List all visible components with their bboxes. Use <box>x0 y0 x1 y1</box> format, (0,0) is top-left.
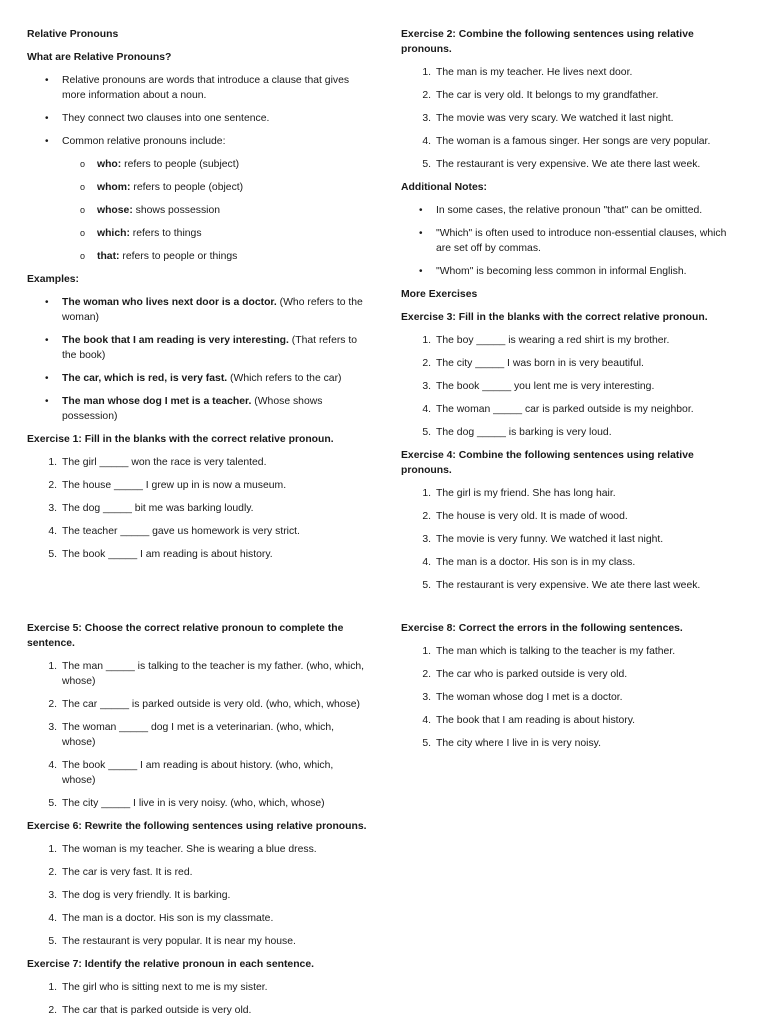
item-text: The man is a doctor. His son is my classmate. <box>62 913 274 924</box>
pronoun-term: who: <box>97 159 122 170</box>
item-text: The book _____ I am reading is about history. <box>62 549 273 560</box>
item-number: 2. <box>48 1005 57 1016</box>
exercise-item <box>27 524 367 539</box>
pronoun-item <box>27 226 367 241</box>
what-heading: What are Relative Pronouns? <box>27 52 172 63</box>
item-number: 2. <box>48 867 57 878</box>
example-item <box>27 295 367 325</box>
exercise-item <box>27 478 367 493</box>
note-text: "Which" is often used to introduce non-essential clauses, which are set off by commas. <box>436 228 727 254</box>
exercise-4-heading: Exercise 4: Combine the following sentences using relative pronouns. <box>401 450 694 476</box>
exercise-item <box>401 333 741 348</box>
exercise-item <box>27 796 367 811</box>
item-number: 2. <box>422 669 431 680</box>
example-sentence: The car, which is red, is very fast. <box>62 373 228 384</box>
pronoun-term: that: <box>97 251 120 262</box>
item-text: The city _____ I live in is very noisy. (who, which, whose) <box>62 798 325 809</box>
note-text: In some cases, the relative pronoun "that" can be omitted. <box>436 205 703 216</box>
item-number: 3. <box>48 722 57 733</box>
item-text: The woman whose dog I met is a doctor. <box>436 692 623 703</box>
exercise-item <box>27 934 367 949</box>
item-number: 4. <box>48 913 57 924</box>
exercise-item <box>401 509 741 524</box>
item-text: The restaurant is very expensive. We ate there last week. <box>436 580 701 591</box>
item-number: 5. <box>422 427 431 438</box>
bullet-item <box>27 73 367 103</box>
example-note: (Who refers to the woman) <box>62 297 363 323</box>
item-text: The man is a doctor. His son is in my class. <box>436 557 636 568</box>
exercise-3-list <box>401 333 741 440</box>
item-text: The movie is very funny. We watched it last night. <box>436 534 664 545</box>
item-text: The boy _____ is wearing a red shirt is my brother. <box>436 335 670 346</box>
definition-list <box>27 73 367 264</box>
exercise-item <box>27 980 367 995</box>
item-text: The woman is a famous singer. Her songs are very popular. <box>436 136 711 147</box>
item-number: 4. <box>422 404 431 415</box>
item-number: 5. <box>48 798 57 809</box>
exercise-item <box>401 578 741 593</box>
example-item <box>27 371 367 386</box>
exercise-item <box>27 455 367 470</box>
item-text: The book that I am reading is about history. <box>436 715 636 726</box>
item-number: 3. <box>422 381 431 392</box>
exercise-item <box>27 911 367 926</box>
item-text: The car is very old. It belongs to my grandfather. <box>436 90 659 101</box>
bullet-text: They connect two clauses into one sentence. <box>62 113 270 124</box>
exercise-item <box>401 111 741 126</box>
item-number: 3. <box>422 534 431 545</box>
item-text: The car that is parked outside is very old. <box>62 1005 252 1016</box>
exercise-item <box>27 501 367 516</box>
item-number: 1. <box>48 661 57 672</box>
left-bottom-column <box>27 621 367 1026</box>
exercise-item <box>401 736 741 751</box>
bullet-text: Relative pronouns are words that introduce a clause that gives more information about a noun. <box>62 75 350 101</box>
exercise-item <box>401 134 741 149</box>
item-number: 5. <box>422 580 431 591</box>
item-number: 4. <box>422 715 431 726</box>
more-exercises-heading: More Exercises <box>401 289 478 300</box>
item-number: 2. <box>48 699 57 710</box>
item-text: The city where I live in is very noisy. <box>436 738 601 749</box>
pronoun-item <box>27 157 367 172</box>
exercise-item <box>401 486 741 501</box>
note-item <box>401 226 741 256</box>
pronoun-term: whom: <box>97 182 131 193</box>
item-text: The man is my teacher. He lives next door. <box>436 67 633 78</box>
example-item <box>27 394 367 424</box>
item-number: 1. <box>422 67 431 78</box>
item-number: 4. <box>48 526 57 537</box>
exercise-item <box>401 379 741 394</box>
item-number: 5. <box>422 159 431 170</box>
right-bottom-column <box>401 621 741 759</box>
exercise-item <box>27 865 367 880</box>
left-top-column <box>27 27 367 570</box>
exercise-item <box>401 690 741 705</box>
item-number: 4. <box>422 136 431 147</box>
item-number: 3. <box>48 503 57 514</box>
exercise-item <box>401 713 741 728</box>
exercise-5-heading: Exercise 5: Choose the correct relative pronoun to complete the sentence. <box>27 623 344 649</box>
examples-list <box>27 295 367 424</box>
exercise-4-list <box>401 486 741 593</box>
pronoun-desc: refers to people (subject) <box>121 159 240 170</box>
item-number: 1. <box>48 457 57 468</box>
bullet-item <box>27 111 367 126</box>
item-number: 2. <box>48 480 57 491</box>
exercise-item <box>27 659 367 689</box>
item-text: The book _____ I am reading is about history. (who, which, whose) <box>62 760 334 786</box>
item-number: 2. <box>422 358 431 369</box>
exercise-item <box>27 842 367 857</box>
additional-notes-heading: Additional Notes: <box>401 182 488 193</box>
exercise-item <box>27 1003 367 1018</box>
page-title: Relative Pronouns <box>27 29 119 40</box>
pronoun-item <box>27 203 367 218</box>
exercise-item <box>401 88 741 103</box>
right-top-column <box>401 27 741 601</box>
item-number: 4. <box>48 760 57 771</box>
exercise-1-list <box>27 455 367 562</box>
item-text: The restaurant is very expensive. We ate there last week. <box>436 159 701 170</box>
exercise-item <box>401 532 741 547</box>
item-number: 1. <box>422 646 431 657</box>
exercise-item <box>401 425 741 440</box>
examples-heading: Examples: <box>27 274 79 285</box>
exercise-item <box>401 356 741 371</box>
item-number: 5. <box>422 738 431 749</box>
item-number: 5. <box>48 549 57 560</box>
pronoun-list <box>27 157 367 264</box>
item-text: The book _____ you lent me is very interesting. <box>436 381 655 392</box>
item-text: The car _____ is parked outside is very old. (who, which, whose) <box>62 699 361 710</box>
note-item <box>401 203 741 218</box>
pronoun-desc: refers to people (object) <box>130 182 244 193</box>
item-text: The woman is my teacher. She is wearing a blue dress. <box>62 844 317 855</box>
exercise-5-list <box>27 659 367 811</box>
item-text: The man which is talking to the teacher is my father. <box>436 646 676 657</box>
pronoun-desc: refers to things <box>129 228 202 239</box>
item-text: The car who is parked outside is very old. <box>436 669 628 680</box>
item-text: The woman _____ car is parked outside is my neighbor. <box>436 404 694 415</box>
item-text: The dog _____ bit me was barking loudly. <box>62 503 254 514</box>
item-number: 3. <box>48 890 57 901</box>
exercise-item <box>27 697 367 712</box>
exercise-item <box>27 758 367 788</box>
example-note: (Whose shows possession) <box>62 396 323 422</box>
item-text: The girl who is sitting next to me is my sister. <box>62 982 268 993</box>
pronoun-term: whose: <box>97 205 133 216</box>
item-number: 4. <box>422 557 431 568</box>
exercise-8-heading: Exercise 8: Correct the errors in the following sentences. <box>401 623 683 634</box>
item-number: 3. <box>422 692 431 703</box>
item-number: 3. <box>422 113 431 124</box>
exercise-8-list <box>401 644 741 751</box>
exercise-2-heading: Exercise 2: Combine the following sentences using relative pronouns. <box>401 29 694 55</box>
item-text: The house _____ I grew up in is now a museum. <box>62 480 287 491</box>
item-text: The girl _____ won the race is very talented. <box>62 457 267 468</box>
note-text: "Whom" is becoming less common in informal English. <box>436 266 687 277</box>
exercise-item <box>401 65 741 80</box>
item-number: 1. <box>48 982 57 993</box>
notes-list <box>401 203 741 279</box>
example-note: (Which refers to the car) <box>227 373 342 384</box>
pronoun-item <box>27 249 367 264</box>
pronoun-term: which: <box>97 228 130 239</box>
bullet-item <box>27 134 367 264</box>
item-text: The restaurant is very popular. It is near my house. <box>62 936 296 947</box>
exercise-item <box>401 555 741 570</box>
item-text: The dog _____ is barking is very loud. <box>436 427 612 438</box>
exercise-1-heading: Exercise 1: Fill in the blanks with the correct relative pronoun. <box>27 434 334 445</box>
exercise-7-heading: Exercise 7: Identify the relative pronoun in each sentence. <box>27 959 314 970</box>
exercise-item <box>401 644 741 659</box>
exercise-6-list <box>27 842 367 949</box>
item-text: The dog is very friendly. It is barking. <box>62 890 231 901</box>
note-item <box>401 264 741 279</box>
exercise-2-list <box>401 65 741 172</box>
exercise-item <box>401 157 741 172</box>
item-number: 1. <box>422 335 431 346</box>
exercise-7-list <box>27 980 367 1018</box>
bullet-text: Common relative pronouns include: <box>62 136 226 147</box>
example-sentence: The man whose dog I met is a teacher. <box>62 396 252 407</box>
pronoun-item <box>27 180 367 195</box>
item-number: 2. <box>422 511 431 522</box>
item-text: The girl is my friend. She has long hair. <box>436 488 616 499</box>
exercise-item <box>27 888 367 903</box>
exercise-item <box>401 402 741 417</box>
item-number: 1. <box>422 488 431 499</box>
item-number: 5. <box>48 936 57 947</box>
exercise-item <box>27 547 367 562</box>
item-text: The man _____ is talking to the teacher is my father. (who, which, whose) <box>62 661 365 687</box>
item-text: The house is very old. It is made of wood. <box>436 511 628 522</box>
pronoun-desc: shows possession <box>132 205 221 216</box>
example-note: (That refers to the book) <box>62 335 358 361</box>
item-text: The city _____ I was born in is very beautiful. <box>436 358 644 369</box>
example-sentence: The woman who lives next door is a doctor. <box>62 297 277 308</box>
exercise-3-heading: Exercise 3: Fill in the blanks with the correct relative pronoun. <box>401 312 708 323</box>
item-text: The woman _____ dog I met is a veterinarian. (who, which, whose) <box>62 722 335 748</box>
example-sentence: The book that I am reading is very interesting. <box>62 335 289 346</box>
exercise-item <box>401 667 741 682</box>
exercise-item <box>27 720 367 750</box>
item-text: The teacher _____ gave us homework is very strict. <box>62 526 300 537</box>
item-text: The car is very fast. It is red. <box>62 867 193 878</box>
example-item <box>27 333 367 363</box>
item-text: The movie was very scary. We watched it last night. <box>436 113 674 124</box>
item-number: 1. <box>48 844 57 855</box>
item-number: 2. <box>422 90 431 101</box>
exercise-6-heading: Exercise 6: Rewrite the following sentences using relative pronouns. <box>27 821 367 832</box>
pronoun-desc: refers to people or things <box>119 251 238 262</box>
